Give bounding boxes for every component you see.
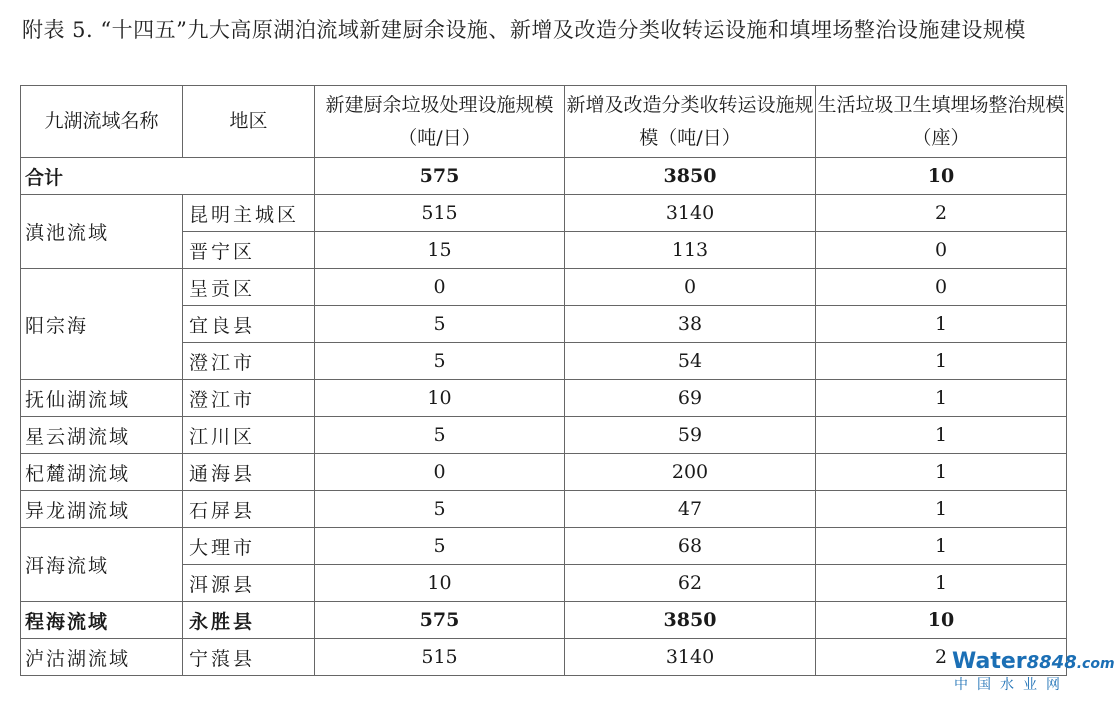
kitchen-value-cell: 515 (315, 639, 565, 676)
landfill-value-cell: 1 (816, 528, 1067, 565)
table-row (21, 602, 1067, 639)
landfill-value-cell: 1 (816, 380, 1067, 417)
table-row (21, 380, 1067, 417)
region-cell: 晋宁区 (183, 232, 315, 269)
table-row (21, 269, 1067, 306)
table-row (21, 454, 1067, 491)
basin-name-cell: 滇池流域 (21, 195, 183, 269)
watermark-tld: .com (1076, 656, 1115, 672)
basin-name-cell: 杞麓湖流域 (21, 454, 183, 491)
kitchen-value-cell: 10 (315, 565, 565, 602)
total-label: 合计 (21, 158, 315, 195)
landfill-value-cell: 1 (816, 343, 1067, 380)
header-basin: 九湖流域名称 (21, 86, 183, 158)
transfer-value-cell: 69 (565, 380, 816, 417)
header-transfer: 新增及改造分类收转运设施规模（吨/日） (565, 86, 816, 158)
transfer-value-cell: 62 (565, 565, 816, 602)
basin-name-cell: 阳宗海 (21, 269, 183, 380)
transfer-value-cell: 54 (565, 343, 816, 380)
kitchen-value-cell: 5 (315, 343, 565, 380)
region-cell: 宜良县 (183, 306, 315, 343)
landfill-value-cell: 10 (816, 602, 1067, 639)
kitchen-value-cell: 5 (315, 306, 565, 343)
region-cell: 永胜县 (183, 602, 315, 639)
transfer-value-cell: 3140 (565, 639, 816, 676)
kitchen-value-cell: 515 (315, 195, 565, 232)
basin-name-cell: 异龙湖流域 (21, 491, 183, 528)
total-kitchen: 575 (315, 158, 565, 195)
transfer-value-cell: 3850 (565, 602, 816, 639)
watermark-logo (952, 649, 1115, 676)
landfill-value-cell: 2 (816, 639, 1067, 676)
region-cell: 洱源县 (183, 565, 315, 602)
transfer-value-cell: 0 (565, 269, 816, 306)
watermark (952, 649, 1115, 694)
region-cell: 澄江市 (183, 380, 315, 417)
landfill-value-cell: 1 (816, 491, 1067, 528)
facility-scale-table (20, 85, 1067, 676)
kitchen-value-cell: 0 (315, 454, 565, 491)
landfill-value-cell: 0 (816, 232, 1067, 269)
transfer-value-cell: 59 (565, 417, 816, 454)
region-cell: 大理市 (183, 528, 315, 565)
watermark-subtitle: 中国水业网 (954, 677, 1069, 693)
total-row (21, 158, 1067, 195)
transfer-value-cell: 38 (565, 306, 816, 343)
table-body (21, 158, 1067, 676)
header-kitchen-waste: 新建厨余垃圾处理设施规模（吨/日） (315, 86, 565, 158)
table-row (21, 195, 1067, 232)
basin-name-cell: 泸沽湖流域 (21, 639, 183, 676)
kitchen-value-cell: 5 (315, 491, 565, 528)
header-region: 地区 (183, 86, 315, 158)
basin-name-cell: 洱海流域 (21, 528, 183, 602)
kitchen-value-cell: 575 (315, 602, 565, 639)
kitchen-value-cell: 0 (315, 269, 565, 306)
total-landfill: 10 (816, 158, 1067, 195)
total-transfer: 3850 (565, 158, 816, 195)
region-cell: 江川区 (183, 417, 315, 454)
header-row (21, 86, 1067, 158)
region-cell: 呈贡区 (183, 269, 315, 306)
transfer-value-cell: 3140 (565, 195, 816, 232)
transfer-value-cell: 113 (565, 232, 816, 269)
header-landfill: 生活垃圾卫生填埋场整治规模（座） (816, 86, 1067, 158)
region-cell: 石屏县 (183, 491, 315, 528)
watermark-number: 8848 (1026, 652, 1077, 673)
basin-name-cell: 抚仙湖流域 (21, 380, 183, 417)
landfill-value-cell: 2 (816, 195, 1067, 232)
landfill-value-cell: 1 (816, 565, 1067, 602)
landfill-value-cell: 1 (816, 417, 1067, 454)
kitchen-value-cell: 15 (315, 232, 565, 269)
table-row (21, 528, 1067, 565)
watermark-brand: Water (952, 649, 1027, 674)
table-caption: 附表 5. “十四五”九大高原湖泊流域新建厨余设施、新增及改造分类收转运设施和填埋场整治设施建设规模 (22, 18, 1026, 42)
basin-name-cell: 程海流域 (21, 602, 183, 639)
table-row (21, 491, 1067, 528)
region-cell: 澄江市 (183, 343, 315, 380)
landfill-value-cell: 0 (816, 269, 1067, 306)
kitchen-value-cell: 5 (315, 417, 565, 454)
kitchen-value-cell: 5 (315, 528, 565, 565)
region-cell: 宁蒗县 (183, 639, 315, 676)
basin-name-cell: 星云湖流域 (21, 417, 183, 454)
landfill-value-cell: 1 (816, 454, 1067, 491)
table-row (21, 417, 1067, 454)
table-row (21, 639, 1067, 676)
transfer-value-cell: 200 (565, 454, 816, 491)
transfer-value-cell: 47 (565, 491, 816, 528)
region-cell: 通海县 (183, 454, 315, 491)
kitchen-value-cell: 10 (315, 380, 565, 417)
transfer-value-cell: 68 (565, 528, 816, 565)
region-cell: 昆明主城区 (183, 195, 315, 232)
landfill-value-cell: 1 (816, 306, 1067, 343)
